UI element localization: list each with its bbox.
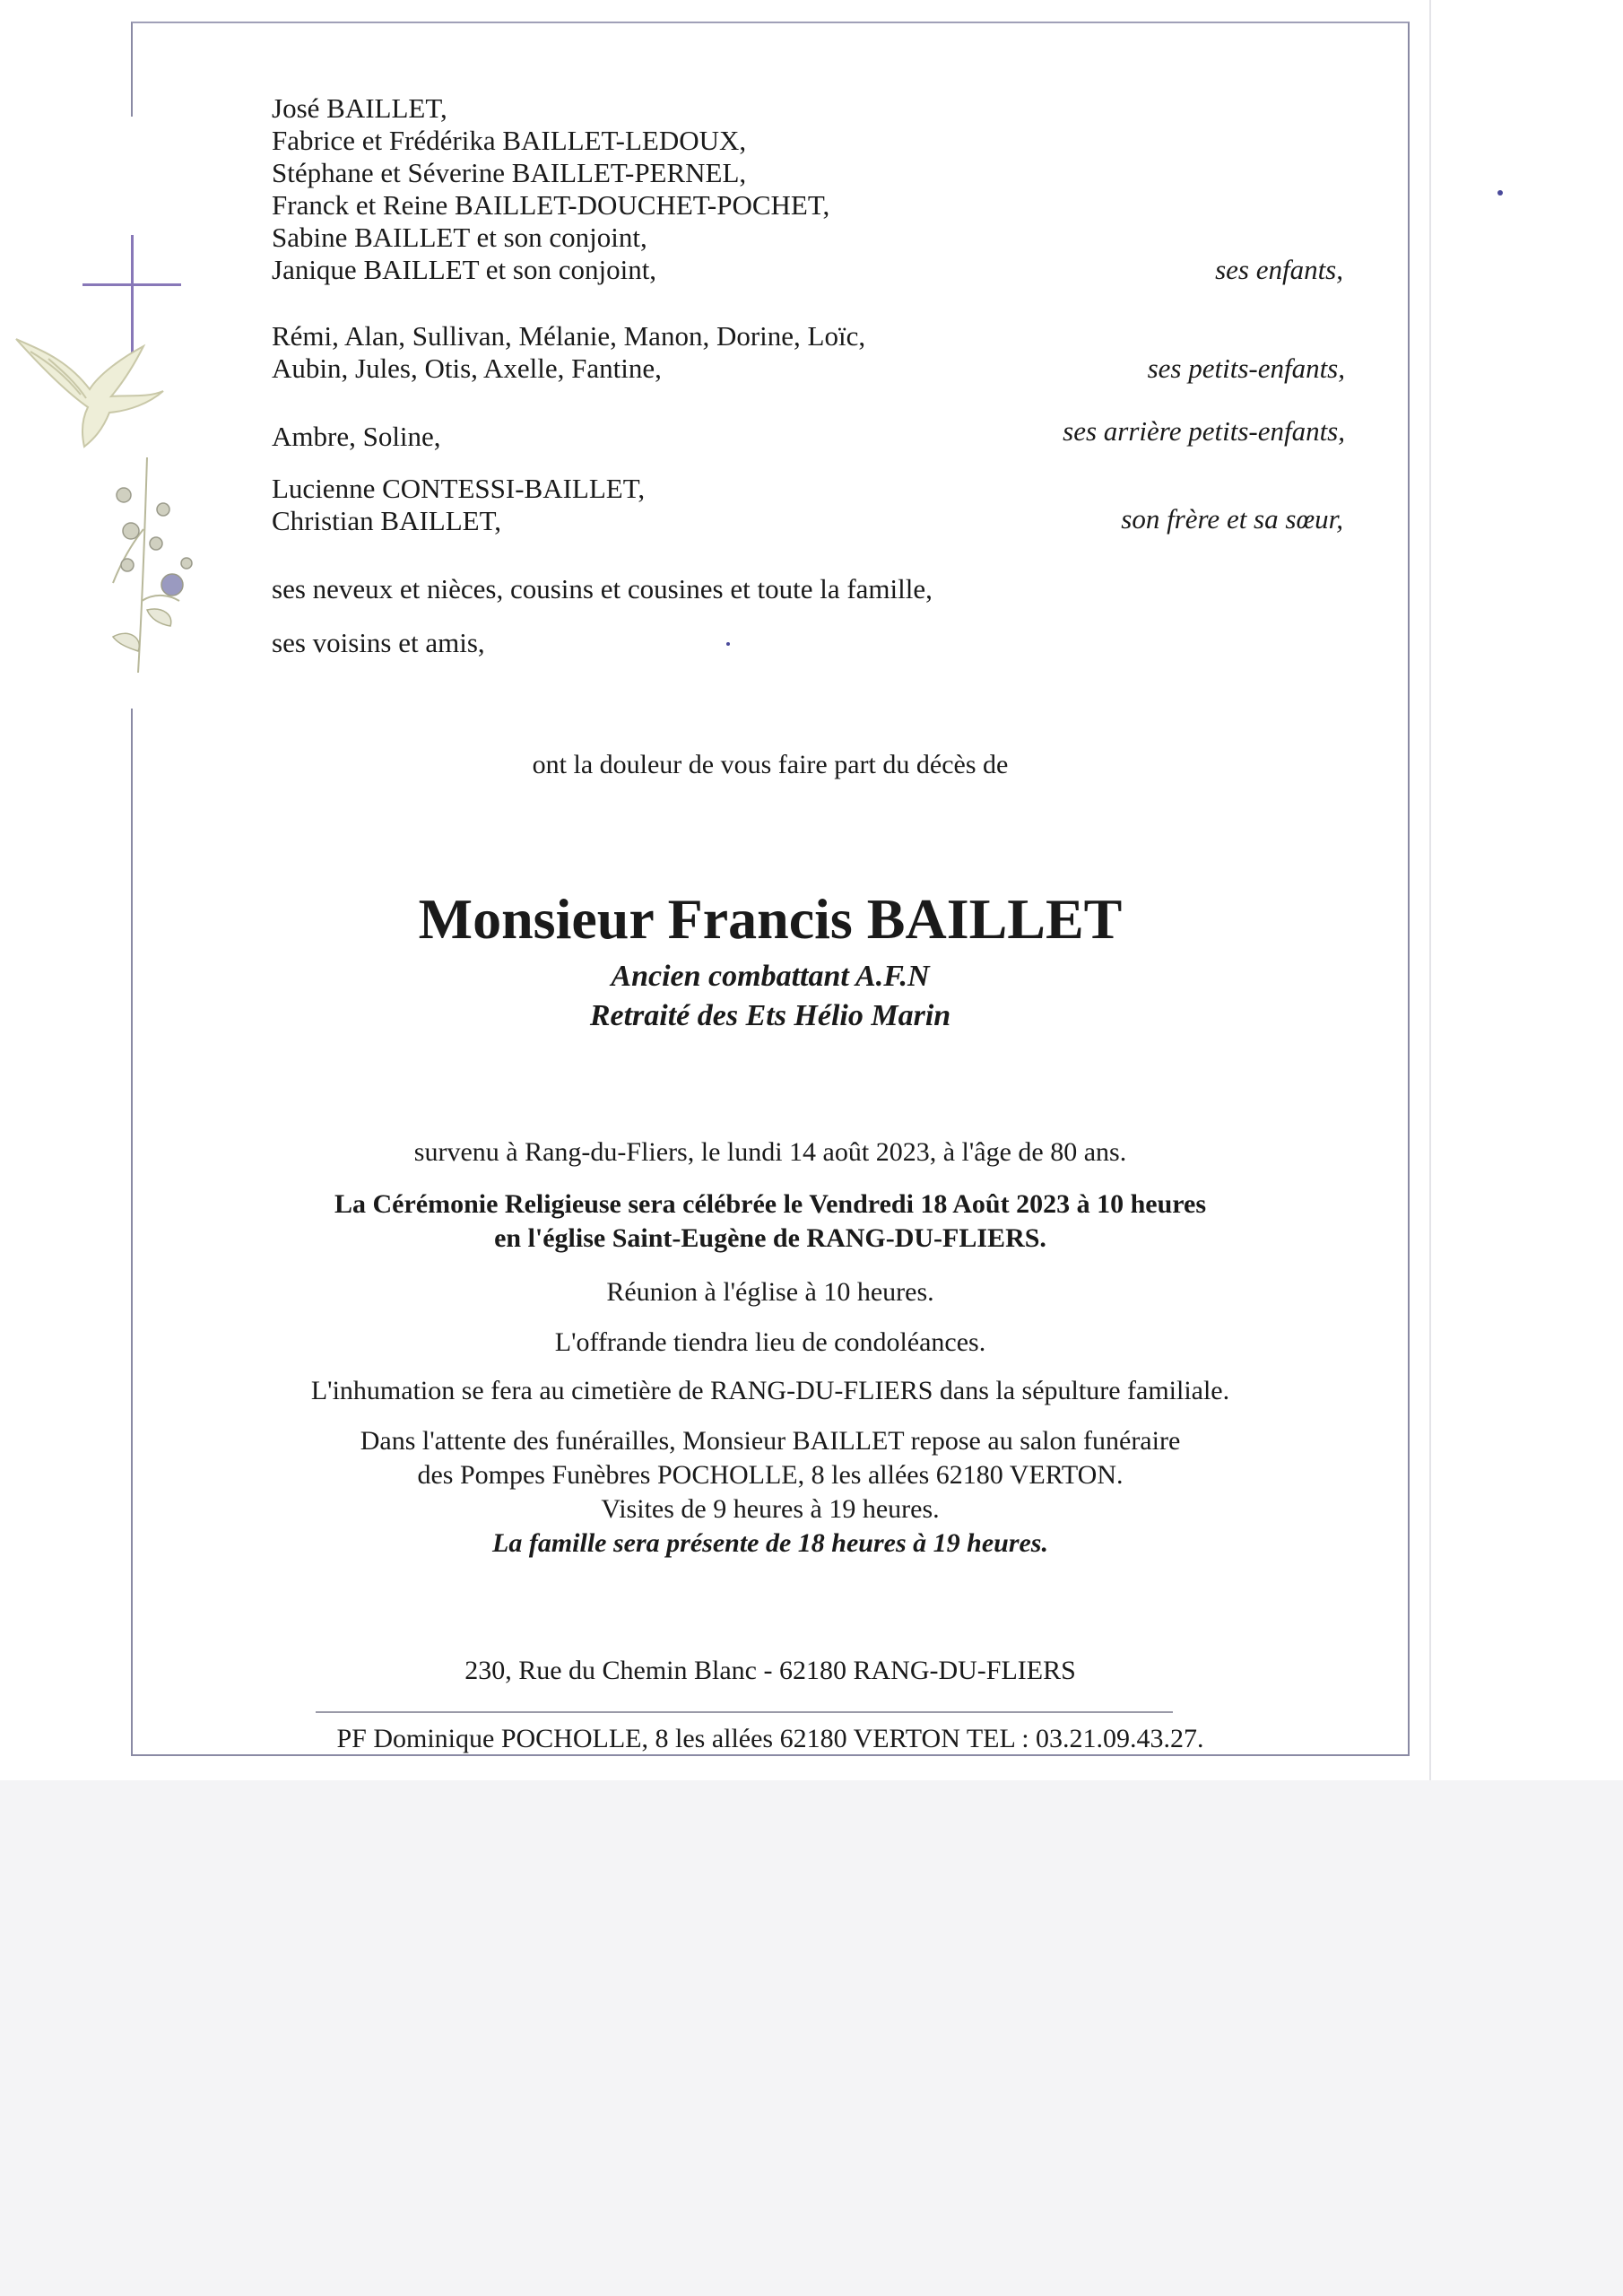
meeting-line: Réunion à l'église à 10 heures.: [606, 1277, 934, 1307]
dove-icon: [13, 296, 228, 691]
scan-speck: [726, 642, 730, 646]
repose-line: Dans l'attente des funérailles, Monsieur BAILLET repose au salon funéraire: [360, 1426, 1181, 1456]
child-name: Franck et Reine BAILLET-DOUCHET-POCHET,: [272, 189, 830, 221]
visits-line: Visites de 9 heures à 19 heures.: [601, 1494, 940, 1524]
funeral-home-footer: PF Dominique POCHOLLE, 8 les allées 62180 VERTON TEL : 03.21.09.43.27.: [336, 1724, 1204, 1753]
relation-children: ses enfants,: [1215, 254, 1343, 285]
death-notice: survenu à Rang-du-Fliers, le lundi 14 août 2023, à l'âge de 80 ans.: [413, 1137, 1127, 1167]
deceased-title: Ancien combattant A.F.N: [611, 960, 930, 993]
sibling-name: Christian BAILLET,: [272, 505, 501, 536]
page-edge: [1429, 0, 1431, 1780]
scan-background: [0, 1780, 1623, 2296]
family-address: 230, Rue du Chemin Blanc - 62180 RANG-DU-FLIERS: [464, 1656, 1076, 1685]
grandchild-names: Rémi, Alan, Sullivan, Mélanie, Manon, Dorine, Loïc,: [272, 320, 866, 352]
ceremony-line: en l'église Saint-Eugène de RANG-DU-FLIERS.: [494, 1223, 1046, 1253]
burial-line: L'inhumation se fera au cimetière de RANG-DU-FLIERS dans la sépulture familiale.: [310, 1376, 1230, 1405]
deceased-title: Retraité des Ets Hélio Marin: [589, 999, 951, 1032]
announcement-line: ont la douleur de vous faire part du décès de: [532, 750, 1009, 779]
great-grandchild-names: Ambre, Soline,: [272, 421, 441, 452]
child-name: Janique BAILLET et son conjoint,: [272, 254, 657, 285]
cross-bar: [82, 283, 181, 286]
child-name: Fabrice et Frédérika BAILLET-LEDOUX,: [272, 125, 747, 156]
repose-line: des Pompes Funèbres POCHOLLE, 8 les allées 62180 VERTON.: [417, 1460, 1124, 1490]
offering-line: L'offrande tiendra lieu de condoléances.: [554, 1327, 986, 1357]
family-presence-line: La famille sera présente de 18 heures à 19 heures.: [492, 1528, 1048, 1558]
extended-family: ses neveux et nièces, cousins et cousines et toute la famille,: [272, 573, 933, 604]
child-name: Sabine BAILLET et son conjoint,: [272, 222, 647, 253]
relation-siblings: son frère et sa sœur,: [1121, 503, 1343, 535]
sibling-name: Lucienne CONTESSI-BAILLET,: [272, 473, 646, 504]
grandchild-names: Aubin, Jules, Otis, Axelle, Fantine,: [272, 352, 662, 384]
child-name: José BAILLET,: [272, 92, 447, 124]
child-name: Stéphane et Séverine BAILLET-PERNEL,: [272, 157, 747, 188]
scan-speck: [1497, 190, 1503, 196]
footer-divider: [316, 1711, 1173, 1713]
neighbours-friends: ses voisins et amis,: [272, 627, 485, 658]
deceased-name: Monsieur Francis BAILLET: [418, 887, 1123, 951]
relation-great-grandchildren: ses arrière petits-enfants,: [1063, 415, 1345, 447]
relation-grandchildren: ses petits-enfants,: [1147, 352, 1345, 384]
ceremony-line: La Cérémonie Religieuse sera célébrée le Vendredi 18 Août 2023 à 10 heures: [334, 1189, 1207, 1219]
